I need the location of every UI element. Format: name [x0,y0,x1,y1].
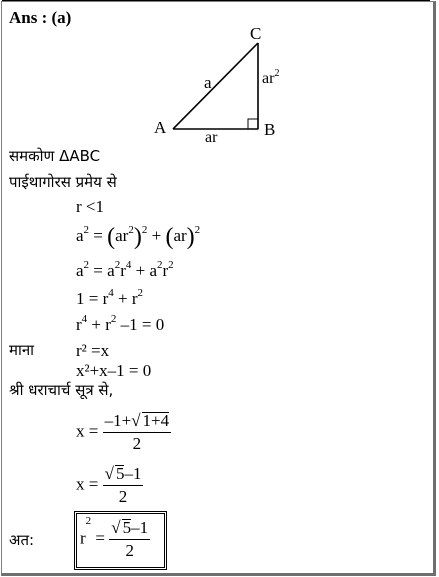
equation-4: $r^4 + r^2$ –1 = 0 [76,313,165,334]
solution-fraction-2: x = $\frac{√ 5-1}{2}$ [76,464,142,506]
solution-fraction-1: x = $\frac{-1+√ 1+4}{2}$ [76,411,170,453]
top-rule [2,0,430,1]
right-triangle-line: समकोण ΔABC [9,147,101,165]
equation-3: $1 = r^4 + r^2$ [76,287,143,308]
right-angle-marker [248,119,258,129]
equation-2: $a^2 = a^2r^4 + a^2r^2$ [76,259,174,280]
hence-label: अत: [9,531,35,549]
formula-line: श्री धराचार्च सूत्र से, [9,381,114,399]
vertex-b-label: B [264,120,276,139]
equation-1: $a^2 = (ar^2)^2 + (ar)^2$ [76,224,201,250]
final-fraction: $\frac{√ 5-1}{2}$ [111,518,149,560]
vertex-a-label: A [154,118,167,137]
fraction-1: $\frac{-1+√ 1+4}{2}$ [104,411,170,453]
answer-heading: Ans : (a) [9,8,72,27]
hypotenuse-ac [173,43,258,129]
side-label: $ar^2$ [262,68,280,87]
let-label: माना [9,341,35,359]
fraction-2: $\frac{√ 5-1}{2}$ [104,464,142,506]
quadratic-line: x²+x–1 = 0 [76,361,152,380]
right-triangle-diagram [150,25,290,150]
final-answer: $r^2$ = $\frac{√ 5-1}{2}$ [80,515,149,560]
substitution-line: r² =x [76,341,110,360]
vertex-c-label: C [250,25,262,43]
condition-line: r <1 [76,197,104,216]
pythagoras-line: पाईथागोरस प्रमेय से [9,173,117,191]
hypotenuse-label: a [204,73,212,92]
base-label: ar [205,129,218,146]
